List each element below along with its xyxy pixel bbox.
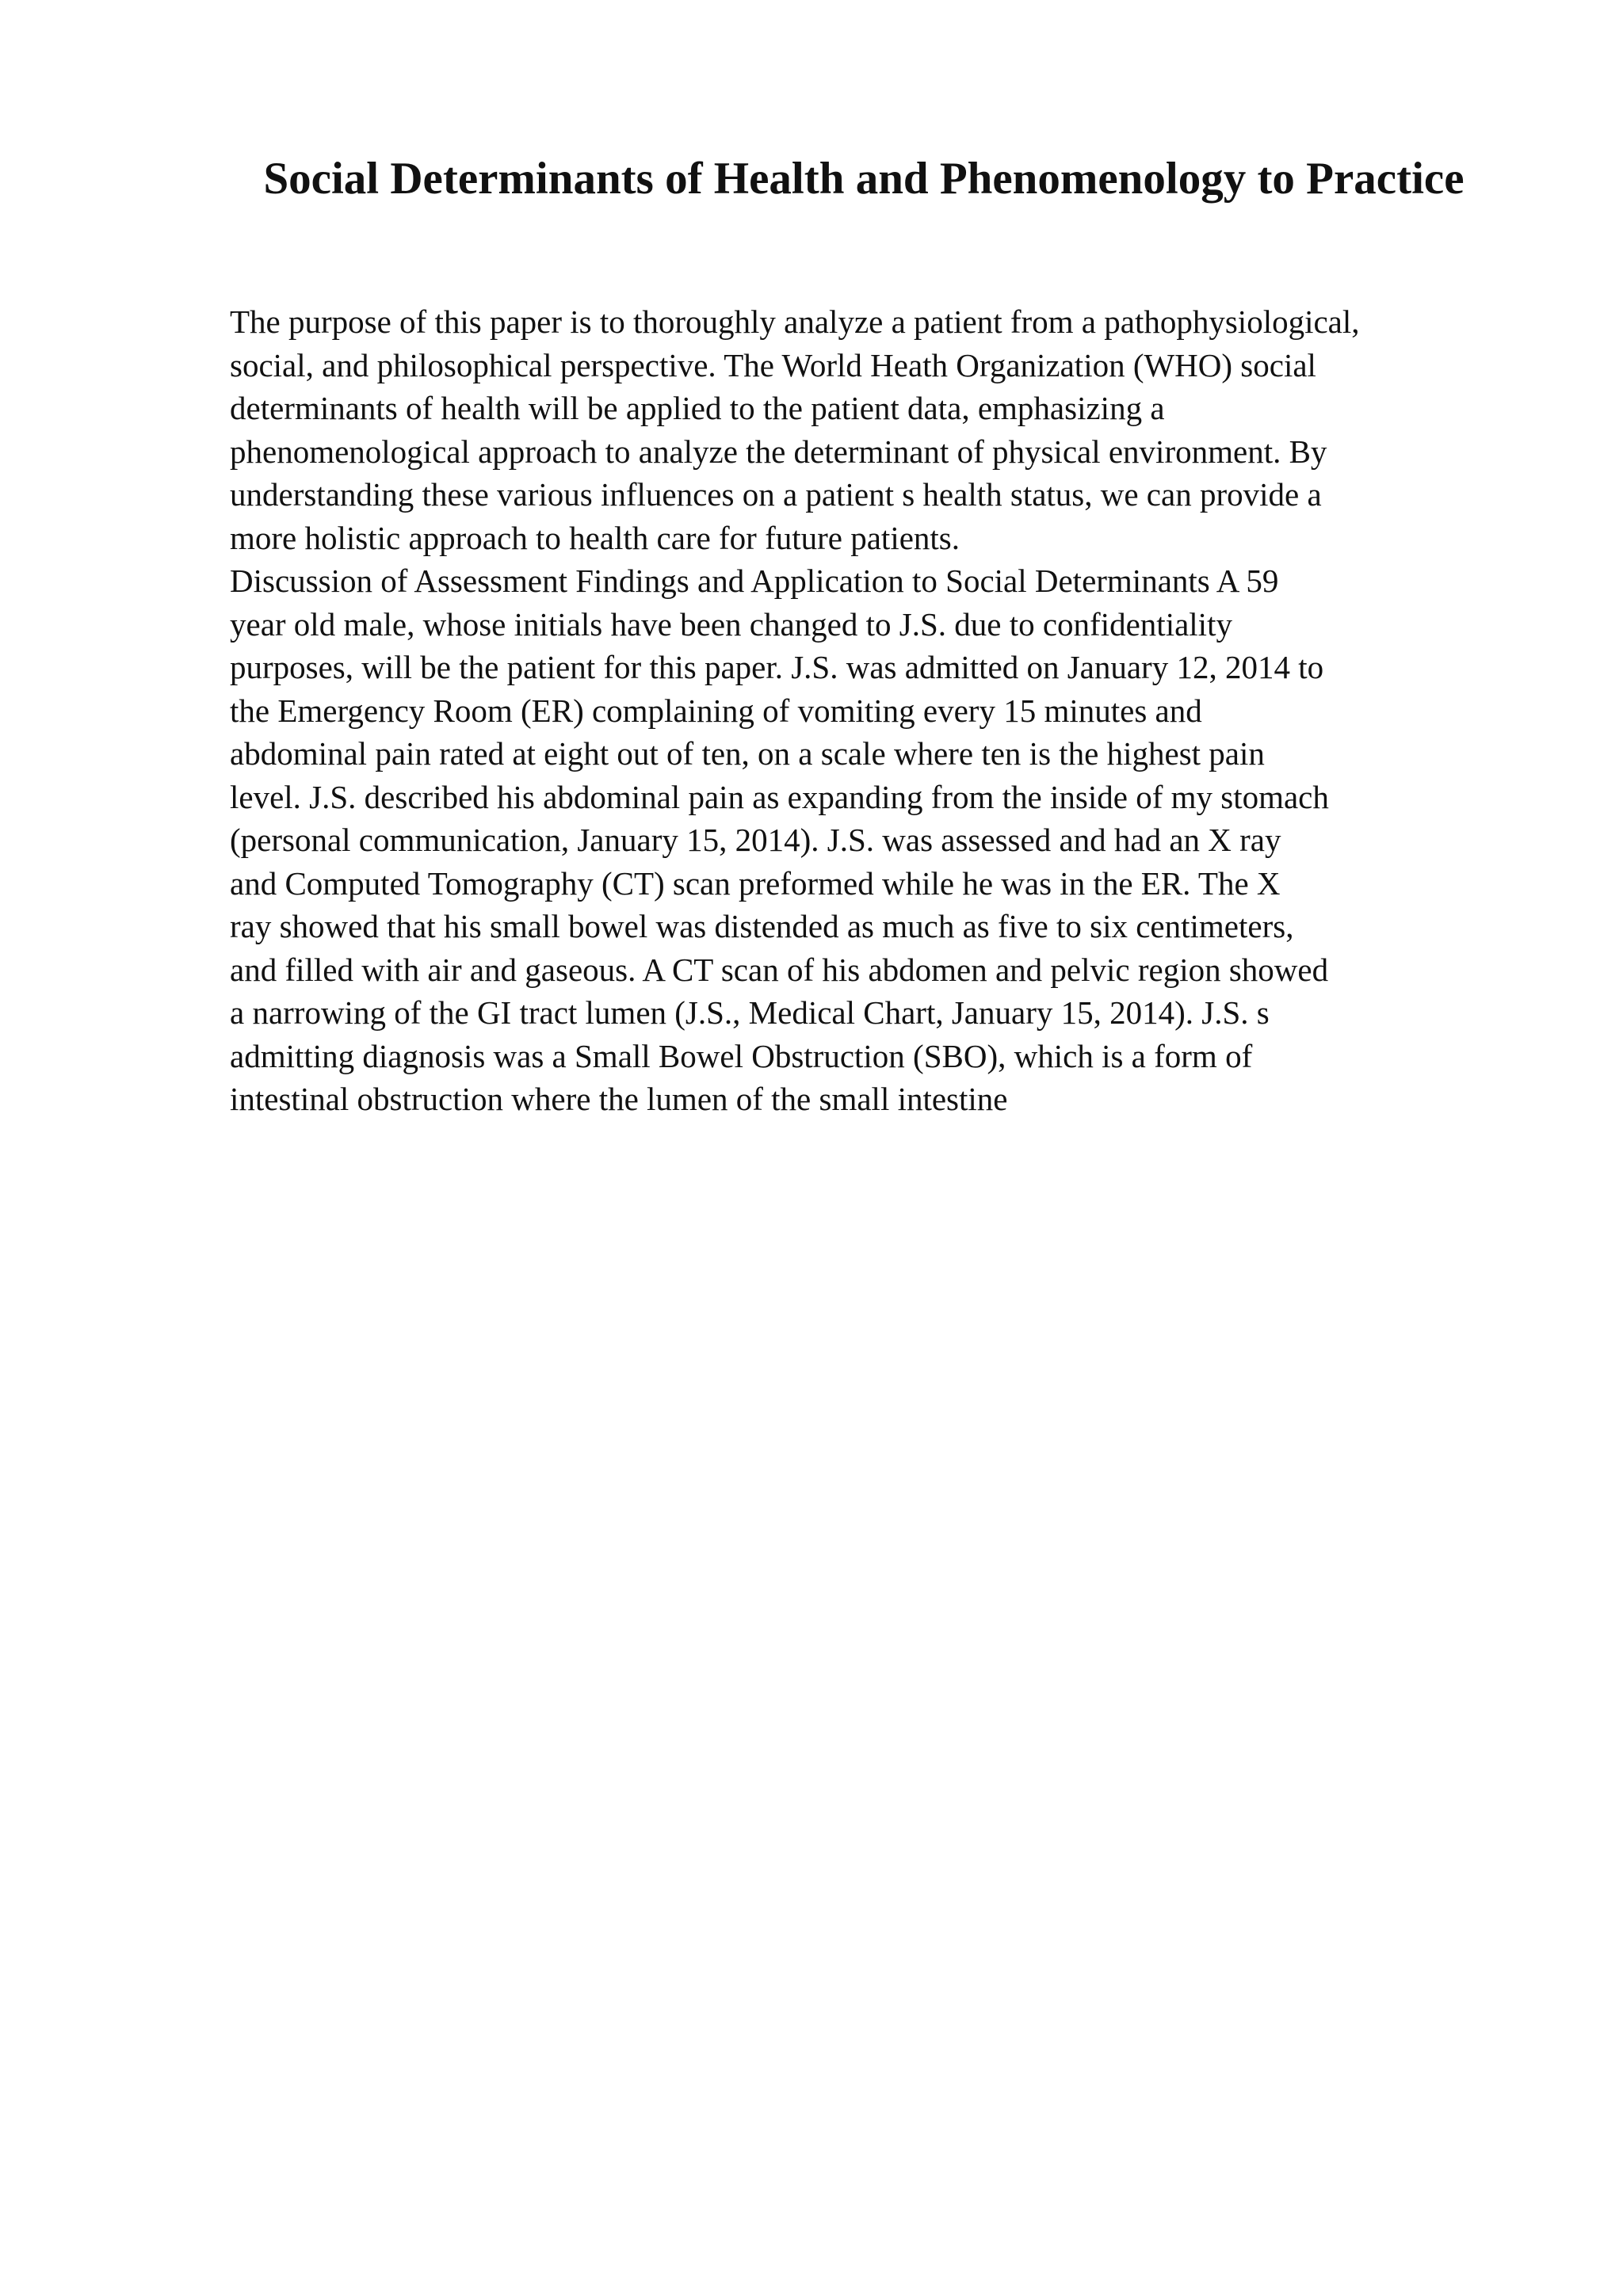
body-line: understanding these various influences on a patient s health status, we can provide a	[230, 476, 1322, 513]
body-line: The purpose of this paper is to thoroughly analyze a patient from a pathophysiological,	[230, 303, 1360, 340]
body-line: year old male, whose initials have been changed to J.S. due to confidentiality	[230, 605, 1232, 643]
body-line: abdominal pain rated at eight out of ten, on a scale where ten is the highest pain	[230, 735, 1265, 772]
body-line: intestinal obstruction where the lumen of the small intestine	[230, 1081, 1008, 1117]
body-line: Discussion of Assessment Findings and Application to Social Determinants A 59	[230, 563, 1279, 599]
body-line: admitting diagnosis was a Small Bowel Obstruction (SBO), which is a form of	[230, 1037, 1253, 1074]
body-line: ray showed that his small bowel was distended as much as five to six centimeters,	[230, 908, 1294, 944]
body-line: and Computed Tomography (CT) scan preformed while he was in the ER. The X	[230, 864, 1281, 902]
body-line: level. J.S. described his abdominal pain as expanding from the inside of my stomach	[230, 778, 1329, 815]
body-line: the Emergency Room (ER) complaining of vomiting every 15 minutes and	[230, 692, 1202, 729]
body-line: determinants of health will be applied to the patient data, emphasizing a	[230, 390, 1165, 426]
body-line: purposes, will be the patient for this paper. J.S. was admitted on January 12, 2014 to	[230, 649, 1324, 685]
body-line: phenomenological approach to analyze the determinant of physical environment. By	[230, 433, 1327, 470]
body-line: and filled with air and gaseous. A CT scan of his abdomen and pelvic region showed	[230, 951, 1329, 988]
document-body	[230, 300, 1529, 1121]
body-line: more holistic approach to health care for future patients.	[230, 519, 960, 556]
body-line: a narrowing of the GI tract lumen (J.S., Medical Chart, January 15, 2014). J.S. s	[230, 994, 1270, 1031]
body-line: (personal communication, January 15, 2014). J.S. was assessed and had an X ray	[230, 822, 1281, 858]
body-line: social, and philosophical perspective. The World Heath Organization (WHO) social	[230, 346, 1316, 383]
document-title: Social Determinants of Health and Phenomenology to Practice	[263, 154, 1465, 204]
